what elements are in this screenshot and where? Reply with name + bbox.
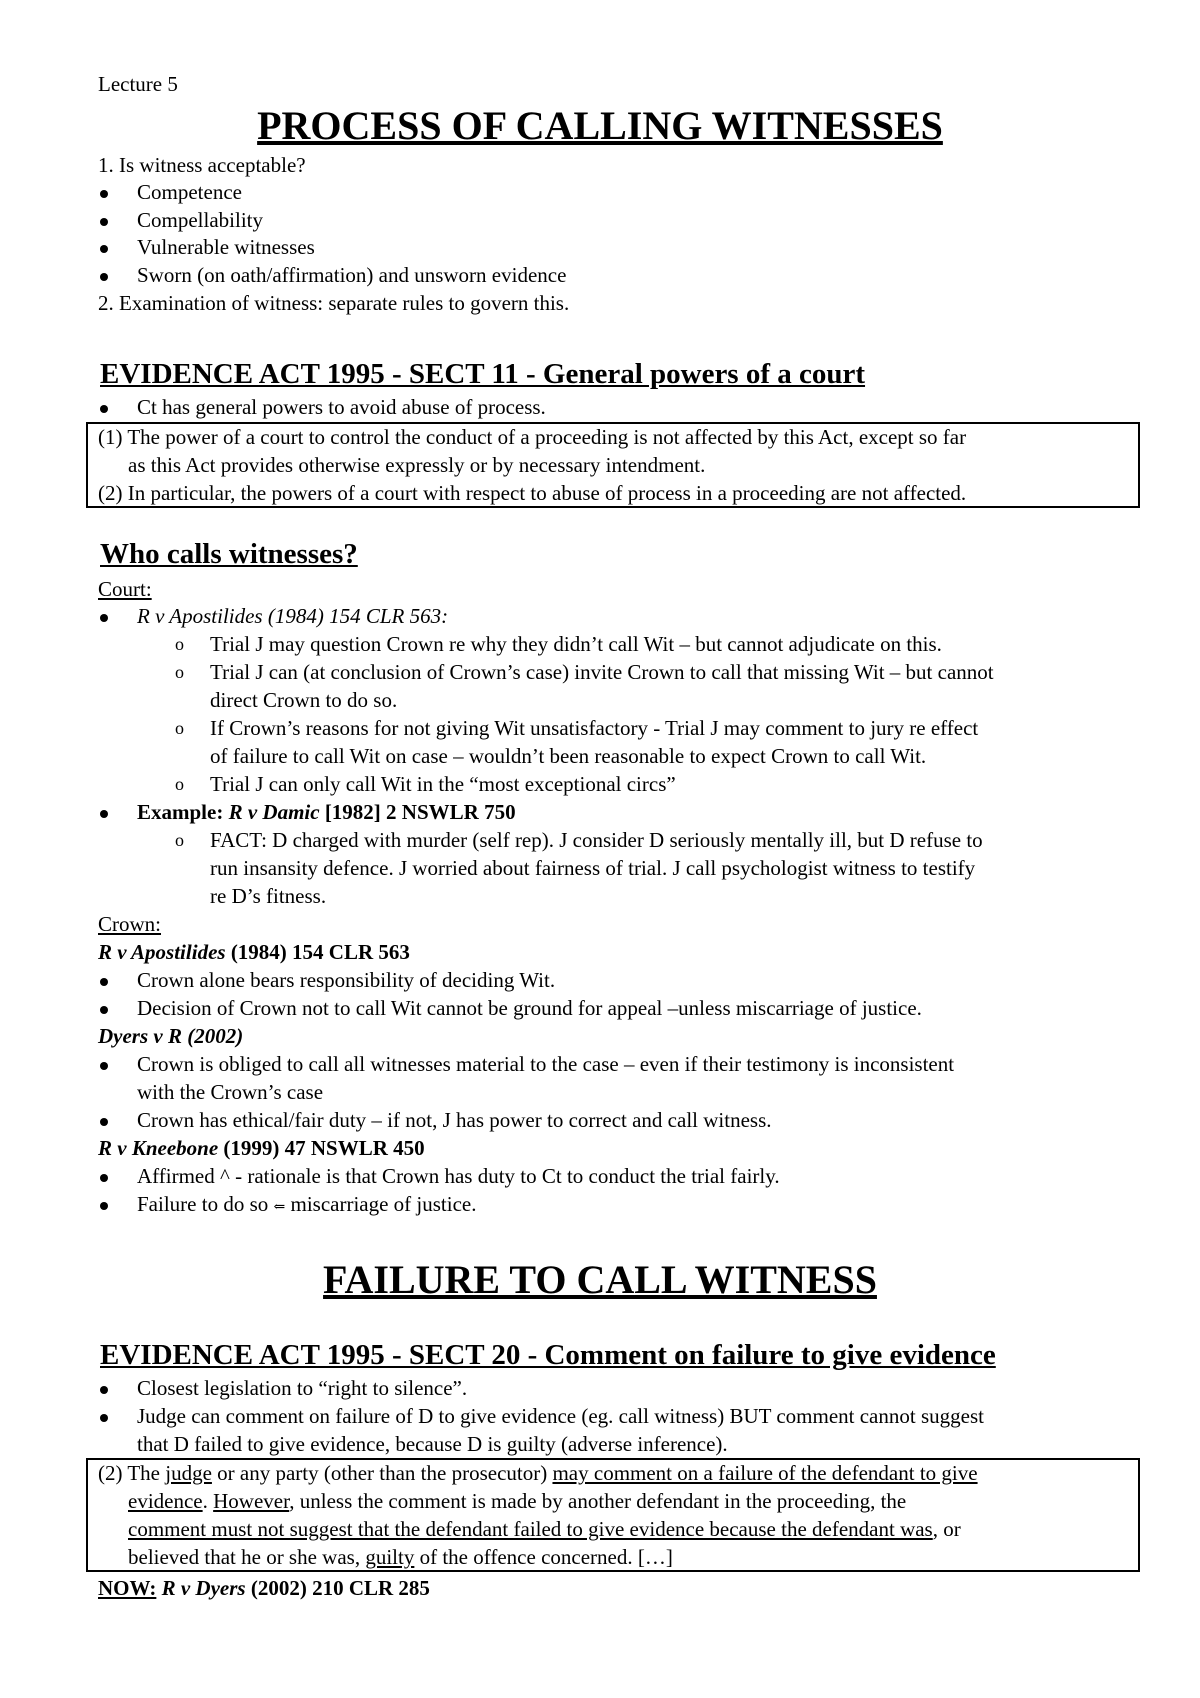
text-span: guilty [365, 1545, 415, 1569]
statute-text: as this Act provides otherwise expressly or by necessary intendment. [128, 453, 706, 477]
bullet-icon [100, 810, 108, 818]
text-span: , unless the comment is made by another defendant in the proceeding, the [289, 1489, 907, 1513]
text-span: . [202, 1489, 214, 1513]
case-name: R v Dyers [161, 1576, 246, 1600]
circle-bullet-icon: o [175, 718, 184, 738]
example-line [137, 798, 516, 826]
case-name: R v Apostilides [98, 940, 226, 964]
text-span: may comment on a failure of the defendant to give [552, 1461, 978, 1485]
list-item [137, 1190, 477, 1222]
lecture-label: Lecture 5 [98, 72, 178, 96]
list-item: Compellability [137, 208, 263, 232]
list-item: If Crown’s reasons for not giving Wit unsatisfactory - Trial J may comment to jury re effect [210, 716, 979, 740]
bullet-icon [100, 273, 108, 281]
text-span: (2) The [98, 1461, 166, 1485]
list-item-continuation: that D failed to give evidence, because D is guilty (adverse inference). [137, 1432, 728, 1456]
fact-text: re D’s fitness. [210, 884, 327, 908]
bullet-icon [100, 1174, 108, 1182]
text-span: or any party (other than the prosecutor) [211, 1461, 553, 1485]
bullet-icon [100, 1386, 108, 1394]
statute-text: (1) The power of a court to control the conduct of a proceeding is not affected by this Act, except so far [98, 425, 967, 449]
case-heading: Dyers v R (2002) [98, 1024, 244, 1048]
text-span: of the offence concerned. […] [414, 1545, 673, 1569]
bullet-icon [100, 218, 108, 226]
section-heading-who: Who calls witnesses? [100, 538, 358, 570]
circle-bullet-icon: o [175, 662, 184, 682]
case-name: R v Kneebone [98, 1136, 219, 1160]
examination-line: 2. Examination of witness: separate rules to govern this. [98, 291, 570, 315]
case-citation: R v Apostilides (1984) 154 CLR 563: [137, 604, 449, 628]
text-span: evidence [128, 1489, 203, 1513]
bullet-icon [100, 978, 108, 986]
now-line [98, 1574, 430, 1602]
text-span: comment must not suggest that the defendant failed to give evidence because the defendant was [128, 1517, 933, 1541]
section-heading-sect11: EVIDENCE ACT 1995 - SECT 11 - General powers of a court [100, 358, 866, 390]
text-span: , or [932, 1517, 961, 1541]
list-item: Sworn (on oath/affirmation) and unsworn evidence [137, 263, 567, 287]
bullet-icon [100, 1062, 108, 1070]
bullet-icon [100, 1414, 108, 1422]
example-cite: [1982] 2 NSWLR 750 [324, 800, 516, 824]
statute-text [128, 1487, 906, 1515]
bullet-icon [100, 245, 108, 253]
bullet-icon [100, 190, 108, 198]
list-item: Trial J can (at conclusion of Crown’s case) invite Crown to call that missing Wit – but cannot [210, 660, 994, 684]
list-item-text: miscarriage of justice. [290, 1192, 477, 1216]
list-item-continuation: with the Crown’s case [137, 1080, 324, 1104]
bullet-icon [100, 1202, 108, 1210]
statute-text [128, 1515, 961, 1543]
bullet-icon [100, 405, 108, 413]
case-cite: (1999) 47 NSWLR 450 [223, 1136, 425, 1160]
section-question: 1. Is witness acceptable? [98, 153, 306, 177]
statute-text: (2) In particular, the powers of a court with respect to abuse of process in a proceeding are not affected. [98, 481, 967, 505]
example-label: Example: [137, 800, 224, 824]
list-item: Trial J may question Crown re why they didn’t call Wit – but cannot adjudicate on this. [210, 632, 942, 656]
list-item: Affirmed ^ - rationale is that Crown has duty to Ct to conduct the trial fairly. [137, 1164, 780, 1188]
list-item: Decision of Crown not to call Wit cannot be ground for appeal –unless miscarriage of justice. [137, 996, 922, 1020]
crown-label: Crown: [98, 912, 161, 936]
list-item-text: Failure to do so [137, 1192, 269, 1216]
text-span: believed that he or she was, [128, 1545, 366, 1569]
page-title-2: FAILURE TO CALL WITNESS [323, 1257, 877, 1302]
text-span: However [213, 1489, 290, 1513]
fact-text: run insansity defence. J worried about fairness of trial. J call psychologist witness to testify [210, 856, 976, 880]
list-item-continuation: of failure to call Wit on case – wouldn’t been reasonable to expect Crown to call Wit. [210, 744, 927, 768]
bullet-icon [100, 1118, 108, 1126]
case-cite: (2002) 210 CLR 285 [250, 1576, 430, 1600]
list-item: Crown has ethical/fair duty – if not, J has power to correct and call witness. [137, 1108, 772, 1132]
statute-text [98, 1459, 978, 1487]
arrow-icon: ⇐ [273, 1200, 286, 1215]
list-item: Crown is obliged to call all witnesses material to the case – even if their testimony is inconsistent [137, 1052, 955, 1076]
list-item: Trial J can only call Wit in the “most exceptional circs” [210, 772, 676, 796]
list-item: Closest legislation to “right to silence”. [137, 1376, 468, 1400]
list-item-continuation: direct Crown to do so. [210, 688, 398, 712]
court-label: Court: [98, 577, 152, 601]
list-item: Competence [137, 180, 242, 204]
bullet-icon [100, 614, 108, 622]
page-title: PROCESS OF CALLING WITNESSES [257, 103, 943, 148]
case-heading [98, 938, 410, 966]
example-case: R v Damic [228, 800, 320, 824]
list-item: Vulnerable witnesses [137, 235, 315, 259]
text-span: judge [165, 1461, 212, 1485]
list-item: Judge can comment on failure of D to give evidence (eg. call witness) BUT comment cannot suggest [137, 1404, 984, 1428]
statute-text [128, 1543, 673, 1571]
case-cite: (1984) 154 CLR 563 [230, 940, 410, 964]
list-item: Ct has general powers to avoid abuse of process. [137, 395, 546, 419]
now-label: NOW: [98, 1576, 157, 1600]
circle-bullet-icon: o [175, 774, 184, 794]
fact-text: FACT: D charged with murder (self rep). J consider D seriously mentally ill, but D refuse to [210, 828, 983, 852]
circle-bullet-icon: o [175, 634, 184, 654]
circle-bullet-icon: o [175, 830, 184, 850]
list-item: Crown alone bears responsibility of deciding Wit. [137, 968, 556, 992]
section-heading-sect20: EVIDENCE ACT 1995 - SECT 20 - Comment on failure to give evidence [100, 1339, 996, 1371]
bullet-icon [100, 1006, 108, 1014]
case-heading [98, 1134, 425, 1162]
